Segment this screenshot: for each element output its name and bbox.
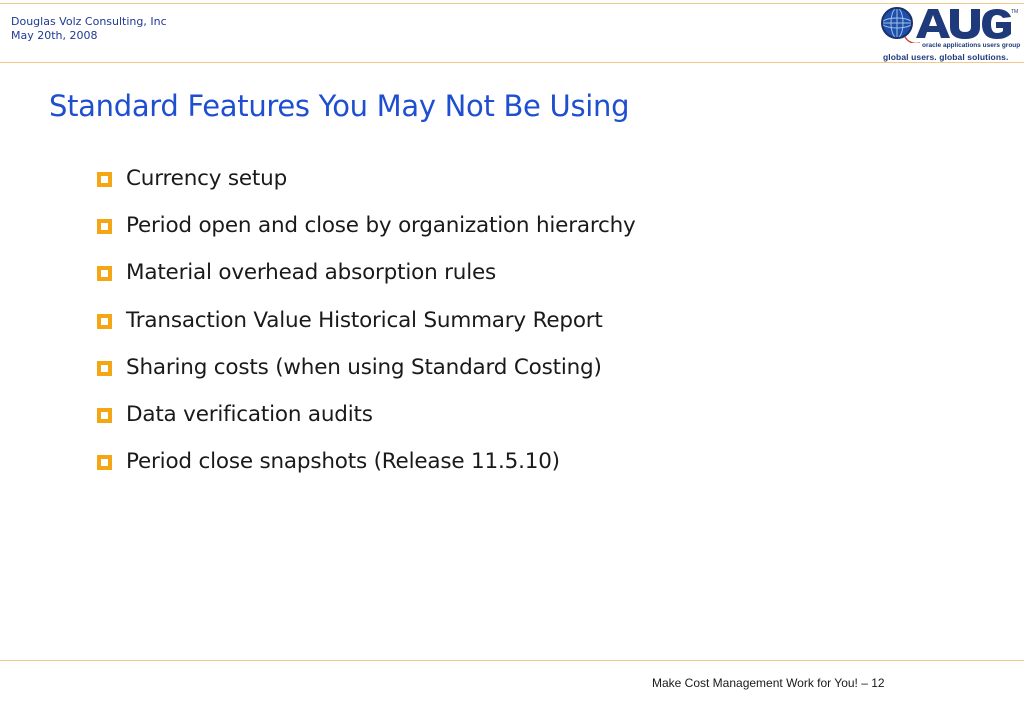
bullet-text: Transaction Value Historical Summary Report	[126, 307, 603, 333]
bullet-text: Period open and close by organization hierarchy	[126, 213, 636, 239]
logo-subtitle: oracle applications users group	[922, 42, 1021, 49]
header-meta	[11, 15, 167, 43]
square-bullet-icon	[97, 219, 112, 234]
slide-title: Standard Features You May Not Be Using	[49, 89, 630, 123]
logo-tagline: global users. global solutions.	[883, 52, 1009, 62]
bullet-text: Currency setup	[126, 166, 288, 191]
bullet-text: Period close snapshots (Release 11.5.10)	[126, 449, 560, 475]
square-bullet-icon	[97, 172, 112, 187]
presentation-date: May 20th, 2008	[11, 29, 98, 42]
list-item	[97, 304, 636, 351]
list-item	[97, 351, 636, 398]
square-bullet-icon	[97, 361, 112, 376]
bullet-list	[97, 162, 636, 492]
list-item	[97, 256, 636, 303]
list-item	[97, 445, 636, 492]
top-rule	[0, 3, 1024, 4]
square-bullet-icon	[97, 314, 112, 329]
list-item	[97, 209, 636, 256]
bullet-text: Sharing costs (when using Standard Costing)	[126, 354, 602, 380]
oaug-logo	[880, 7, 1021, 63]
square-bullet-icon	[97, 408, 112, 423]
trademark-mark: TM	[1011, 9, 1019, 15]
oaug-logo-mark	[880, 7, 1018, 43]
square-bullet-icon	[97, 266, 112, 281]
square-bullet-icon	[97, 455, 112, 470]
footer-divider	[0, 660, 1024, 661]
list-item	[97, 162, 636, 209]
bullet-text: Data verification audits	[126, 401, 373, 427]
bullet-text: Material overhead absorption rules	[126, 260, 497, 286]
header-divider	[0, 62, 1024, 63]
company-name: Douglas Volz Consulting, Inc	[11, 15, 167, 28]
footer-text: Make Cost Management Work for You! – 12	[652, 676, 885, 690]
globe-icon	[882, 8, 912, 38]
list-item	[97, 398, 636, 445]
